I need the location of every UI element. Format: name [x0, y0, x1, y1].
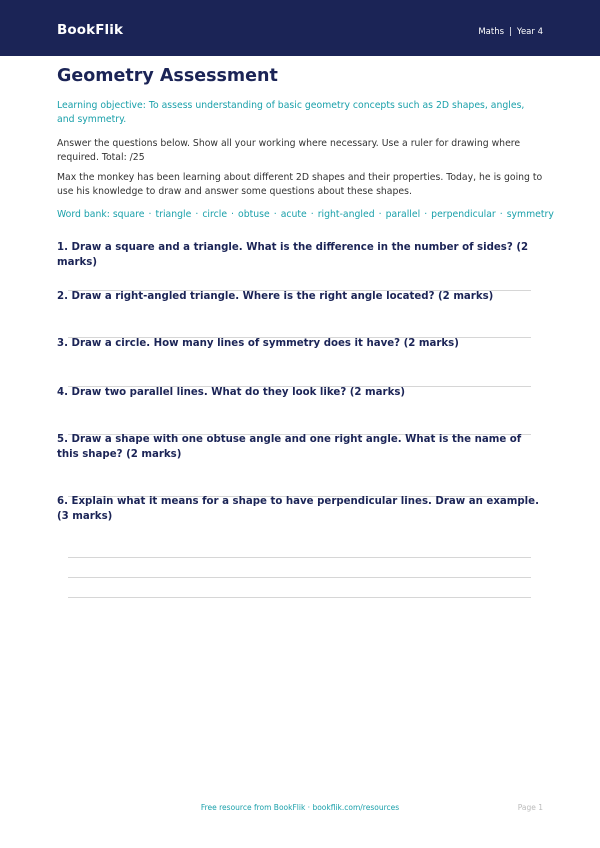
footer-credit: Free resource from BookFlik · bookflik.com/resources: [200, 803, 400, 812]
question-5: 5. Draw a shape with one obtuse angle and one right angle. What is the name of this shape? (2 marks): [57, 434, 522, 460]
page-header: [0, 0, 600, 56]
learning-objective: Learning objective: To assess understanding of basic geometry concepts such as 2D shapes, angles, and symmetry.: [57, 100, 525, 125]
word-bank-word: parallel: [385, 209, 421, 220]
subject-year-label: [478, 27, 543, 37]
word-bank-label: Word bank:: [57, 209, 110, 220]
meta-separator: |: [509, 27, 512, 37]
question-1: 1. Draw a square and a triangle. What is the difference in the number of sides? (2 marks): [57, 242, 529, 268]
word-bank-word: acute: [280, 209, 307, 220]
answer-line: [68, 597, 531, 598]
word-bank: Word bank: square · triangle · circle · obtuse · acute · right-angled · parallel · perpendicular · symmetry: [57, 209, 554, 220]
word-bank-word: symmetry: [506, 209, 554, 220]
instructions-text: Answer the questions below. Show all your working where necessary. Use a ruler for drawing where required. Total: /25: [57, 138, 521, 163]
word-bank-word: right-angled: [317, 209, 375, 220]
word-bank-word: perpendicular: [431, 209, 496, 220]
word-bank-word: obtuse: [238, 209, 270, 220]
year-label: Year 4: [516, 27, 543, 37]
answer-line: [68, 577, 531, 578]
page-number: Page 1: [517, 803, 543, 812]
question-4: 4. Draw two parallel lines. What do they look like? (2 marks): [57, 387, 406, 398]
word-bank-word: triangle: [155, 209, 192, 220]
word-bank-word: circle: [202, 209, 228, 220]
page-title: Geometry Assessment: [57, 66, 278, 86]
word-bank-word: square: [112, 209, 145, 220]
subject-label: Maths: [478, 27, 505, 37]
question-2: 2. Draw a right-angled triangle. Where is the right angle located? (2 marks): [57, 291, 494, 302]
answer-line: [68, 557, 531, 558]
brand-logo-text: BookFlik: [57, 22, 124, 38]
story-text: Max the monkey has been learning about different 2D shapes and their properties. Today, he is going to use his knowledge to draw and answer some questions about these shapes.: [57, 172, 543, 197]
question-3: 3. Draw a circle. How many lines of symmetry does it have? (2 marks): [57, 338, 459, 349]
question-6: 6. Explain what it means for a shape to have perpendicular lines. Draw an example. (3 marks): [57, 496, 539, 522]
